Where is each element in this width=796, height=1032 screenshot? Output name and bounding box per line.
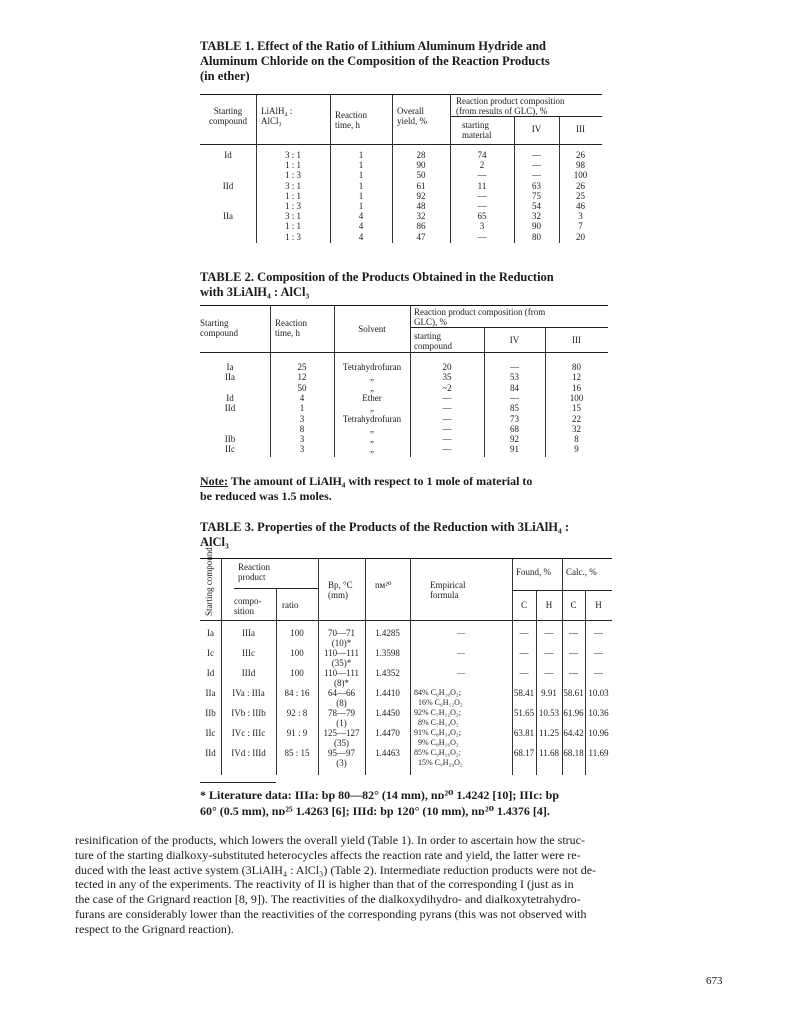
t1-starting-cell: — — [477, 201, 487, 211]
t3-formula-cell: 84% C₆H₁₀O₂; 16% C₆H₁₂O₂ — [414, 688, 463, 707]
t1-ratio-cell: 3 : 1 — [284, 180, 301, 191]
t2-solvent-cell: Tetrahydrofuran — [342, 362, 402, 372]
t1-iv-cell: 75 — [532, 190, 541, 201]
t2-starting-cell: — — [442, 423, 452, 434]
t1-starting-cell: — — [477, 190, 487, 201]
t3-composition-cell: IIIa — [242, 628, 255, 638]
t3-found-c-cell: — — [519, 648, 529, 658]
t1-time-cell: 4 — [358, 231, 364, 242]
t3-calc-h-cell: — — [594, 648, 603, 658]
t3-found-c-cell: 58.41 — [513, 688, 535, 698]
t3-header-formula: Empirical formula — [430, 580, 466, 600]
t2-starting-cell: 20 — [442, 362, 452, 372]
t2-solvent-cell: „ — [370, 382, 374, 393]
t1-header-starting: starting material — [462, 120, 492, 140]
t3-header-compound: Starting compound — [204, 547, 214, 616]
t1-yield-cell: 48 — [416, 201, 426, 211]
t2-iii-cell: 15 — [572, 403, 581, 414]
t3-bp-cell: 110—111 (8)* — [324, 668, 359, 688]
t2-starting-cell: — — [442, 403, 452, 414]
t1-time-cell: 1 — [358, 190, 364, 201]
t2-solvent-cell: „ — [370, 444, 374, 455]
t1-header-yield: Overall yield, % — [397, 106, 427, 126]
t3-bp-cell: 125—127 (35) — [323, 728, 360, 748]
t2-compound-cell: Ia — [226, 362, 234, 372]
t3-compound-cell: Id — [206, 668, 215, 678]
t2-header-group: Reaction product composition (from GLC), % — [414, 307, 546, 327]
t1-starting-cell: 11 — [477, 180, 487, 191]
t1-iv-cell: — — [532, 170, 541, 181]
t2-starting-cell: — — [442, 392, 452, 403]
page-number: 673 — [706, 975, 723, 987]
t1-compound-cell: IIa — [223, 211, 233, 222]
t1-compound-cell: IId — [222, 180, 234, 191]
t3-nd-cell: 1.4463 — [375, 748, 400, 758]
t1-time-cell: 4 — [358, 221, 364, 232]
body-paragraph: resinification of the products, which lowers the overall yield (Table 1). In order to ascertain how the struc- ture of the starting dialkoxy-substituted heterocycles affects the reaction rate and yield, the latter were re- duced with the least active system (3LiAlH₄ : AlCl₃) (Table 2). Intermediate reduction products were not de- tected in any of the experiments. The reactivity of II is higher than that of the corresponding I (just as in the case of the Grignard reaction [8, 9]). The reactivities of the dialkoxydihydro- and dialkoxytetrahydro- furans are considerably lower than the reactivities of the corresponding pyrans (this was not observed with respect to the Grignard reaction). — [75, 833, 597, 936]
t3-header-found: Found, % — [516, 567, 552, 577]
t3-header-calc-c: C — [570, 600, 577, 610]
t1-header-compound: Starting compound — [209, 106, 247, 126]
t2-solvent-cell: „ — [370, 403, 374, 414]
t2-time-cell: 1 — [299, 403, 305, 414]
t3-nd-cell: 1.4470 — [375, 728, 400, 738]
t3-composition-cell: IVa : IIIa — [232, 688, 265, 698]
table2-caption: TABLE 2. Composition of the Products Obtained in the Reduction with 3LiAlH₄ : AlCl₃ — [200, 270, 554, 299]
t2-starting-cell: ~2 — [442, 382, 452, 393]
t3-ratio-cell: 100 — [290, 628, 304, 638]
t1-header-time: Reaction time, h — [335, 110, 367, 130]
t1-yield-cell: 90 — [416, 160, 426, 171]
t3-found-h-cell: 9.91 — [541, 688, 557, 698]
t2-solvent-cell: „ — [370, 434, 374, 445]
t2-iii-cell: 9 — [574, 444, 579, 455]
t1-starting-cell: 2 — [479, 160, 485, 171]
t1-iv-cell: — — [532, 160, 541, 171]
t2-solvent-cell: Ether — [362, 392, 382, 403]
t1-iii-cell: 100 — [573, 170, 588, 181]
t1-ratio-cell: 1 : 3 — [284, 231, 301, 242]
t2-starting-cell: — — [442, 444, 452, 455]
t3-found-h-cell: 11.25 — [539, 728, 559, 738]
t1-time-cell: 4 — [358, 211, 364, 222]
t3-calc-h-cell: 10.96 — [588, 728, 609, 738]
t2-iii-cell: 80 — [572, 362, 581, 372]
t2-time-cell: 3 — [299, 434, 305, 445]
t3-calc-c-cell: 64.42 — [563, 728, 584, 738]
t1-time-cell: 1 — [358, 180, 364, 191]
t2-time-cell: 50 — [297, 382, 307, 393]
t2-header-iv: IV — [509, 335, 520, 345]
t2-solvent-cell: Tetrahydrofuran — [342, 413, 402, 424]
t2-iii-cell: 22 — [572, 413, 581, 424]
t2-iv-cell: — — [510, 362, 519, 372]
table3-footnote: * Literature data: IIIa: bp 80—82° (14 mm), nᴅ²⁰ 1.4242 [10]; IIIc: bp 60° (0.5 mm), nᴅ²⁵ 1.4263 [6]; IIId: bp 120° (10 mm), nᴅ²⁰ 1.4376 [4]. — [200, 788, 560, 818]
t2-solvent-cell: „ — [370, 372, 374, 383]
t1-ratio-cell: 1 : 1 — [284, 190, 301, 201]
t3-nd-cell: 1.4450 — [375, 708, 400, 718]
t2-compound-cell: Id — [226, 392, 234, 403]
t1-yield-cell: 92 — [416, 190, 426, 201]
t3-found-h-cell: 10.53 — [538, 708, 560, 718]
t3-nd-cell: 1.3598 — [375, 648, 400, 658]
t3-header-composition: compo- sition — [234, 596, 262, 616]
t3-compound-cell: IIc — [205, 728, 216, 738]
table2-note: Note: The amount of LiAlH₄ with respect to 1 mole of material to be reduced was 1.5 moles. — [200, 474, 533, 503]
t2-compound-cell: IIa — [225, 372, 235, 383]
t3-found-h-cell: — — [544, 668, 554, 678]
t3-calc-c-cell: 58.61 — [563, 688, 584, 698]
t3-calc-c-cell: — — [569, 668, 578, 678]
t3-calc-c-cell: 68.18 — [563, 748, 584, 758]
t3-header-calc: Calc., % — [566, 567, 597, 577]
t2-header-starting: starting compound — [414, 331, 452, 351]
t2-starting-cell: — — [442, 413, 452, 424]
t2-iv-cell: 92 — [510, 434, 519, 445]
t3-ratio-cell: 92 : 8 — [286, 708, 308, 718]
t3-header-ratio: ratio — [282, 600, 299, 610]
t3-found-h-cell: — — [544, 648, 554, 658]
t3-composition-cell: IVd : IIId — [231, 748, 266, 758]
t2-header-time: Reaction time, h — [275, 318, 307, 338]
t2-iv-cell: 91 — [510, 444, 519, 455]
t2-compound-cell: IIb — [224, 434, 236, 445]
t3-calc-h-cell: — — [594, 628, 603, 638]
t2-time-cell: 3 — [299, 444, 305, 455]
t3-calc-h-cell: — — [594, 668, 603, 678]
t3-ratio-cell: 100 — [290, 668, 304, 678]
t3-composition-cell: IIIc — [242, 648, 255, 658]
t1-starting-cell: — — [477, 231, 487, 242]
t3-bp-cell: 78—79 (1) — [328, 708, 355, 728]
t3-compound-cell: Ic — [207, 648, 214, 658]
t2-starting-cell: — — [442, 434, 452, 445]
t3-nd-cell: 1.4285 — [375, 628, 400, 638]
t3-header-bp: Bp, °C (mm) — [328, 580, 353, 600]
t3-calc-h-cell: 11.69 — [588, 748, 609, 758]
t1-iii-cell: 3 — [578, 211, 583, 222]
t2-iii-cell: 32 — [572, 423, 581, 434]
t3-ratio-cell: 85 : 15 — [284, 748, 310, 758]
t3-composition-cell: IVb : IIIb — [231, 708, 266, 718]
table3-caption: TABLE 3. Properties of the Products of the Reduction with 3LiAlH₄ : AlCl₃ — [200, 520, 570, 549]
t3-bp-cell: 64—66 (8) — [328, 688, 355, 708]
t2-time-cell: 12 — [297, 372, 307, 383]
t2-iii-cell: 8 — [574, 434, 579, 445]
t1-starting-cell: 3 — [479, 221, 485, 232]
t1-iii-cell: 20 — [576, 231, 585, 242]
t2-iv-cell: — — [510, 392, 519, 403]
t3-nd-cell: 1.4352 — [375, 668, 400, 678]
t2-iv-cell: 73 — [510, 413, 519, 424]
t3-header-found-c: C — [520, 600, 527, 610]
t3-bp-cell: 70—71 (10)* — [328, 628, 355, 648]
t2-iii-cell: 16 — [572, 382, 581, 393]
t1-header-ratio: LiAlH₄ : AlCl₃ — [261, 106, 293, 126]
t3-formula-cell: 91% C₈H₁₄O₂; 9% C₈H₁₆O₂ — [414, 728, 461, 747]
t3-header-nd: nᴍ²⁰ — [375, 580, 392, 590]
t3-composition-cell: IIId — [241, 668, 256, 678]
t1-ratio-cell: 1 : 1 — [284, 221, 301, 232]
t3-found-c-cell: 63.81 — [513, 728, 535, 738]
t2-compound-cell: IIc — [225, 444, 235, 455]
t3-found-h-cell: — — [544, 628, 554, 638]
t2-header-solvent: Solvent — [358, 324, 386, 334]
t1-ratio-cell: 1 : 1 — [284, 160, 301, 171]
t1-header-group: Reaction product composition (from results of GLC), % — [456, 96, 565, 116]
t1-yield-cell: 50 — [416, 170, 426, 181]
t1-iv-cell: — — [532, 150, 541, 160]
t1-iv-cell: 54 — [532, 201, 541, 211]
t1-time-cell: 1 — [358, 170, 364, 181]
t2-header-compound: Starting compound — [200, 318, 238, 338]
t1-header-iii: III — [576, 124, 585, 134]
t1-iv-cell: 90 — [532, 221, 541, 232]
t1-starting-cell: — — [477, 170, 487, 181]
t2-time-cell: 3 — [299, 413, 305, 424]
t3-compound-cell: IId — [205, 748, 216, 758]
t1-iii-cell: 98 — [576, 160, 585, 171]
t1-iv-cell: 32 — [532, 211, 541, 222]
t1-yield-cell: 28 — [416, 150, 426, 160]
t1-iv-cell: 80 — [532, 231, 541, 242]
t3-header-calc-h: H — [595, 600, 602, 610]
t2-iv-cell: 84 — [510, 382, 519, 393]
t3-found-c-cell: 68.17 — [513, 748, 535, 758]
t3-header-found-h: H — [545, 600, 553, 610]
t3-found-c-cell: — — [519, 668, 529, 678]
note-label: Note: — [200, 474, 228, 488]
t1-iv-cell: 63 — [532, 180, 541, 191]
t1-ratio-cell: 1 : 3 — [284, 201, 301, 211]
t1-time-cell: 1 — [358, 150, 364, 160]
t3-found-c-cell: — — [519, 628, 529, 638]
t3-formula-cell: — — [457, 648, 465, 657]
t3-ratio-cell: 100 — [290, 648, 304, 658]
t3-nd-cell: 1.4410 — [375, 688, 400, 698]
t2-time-cell: 25 — [297, 362, 307, 372]
t3-formula-cell: — — [457, 628, 465, 637]
t3-ratio-cell: 91 : 9 — [286, 728, 308, 738]
t3-found-h-cell: 11.68 — [539, 748, 559, 758]
t1-iii-cell: 25 — [576, 190, 585, 201]
t1-ratio-cell: 3 : 1 — [284, 211, 301, 222]
t3-bp-cell: 95—97 (3) — [328, 748, 355, 768]
t2-compound-cell: IId — [224, 403, 236, 414]
t1-time-cell: 1 — [358, 201, 364, 211]
t3-compound-cell: Ia — [207, 628, 214, 638]
t1-compound-cell: Id — [224, 150, 232, 160]
t3-calc-c-cell: 61.96 — [563, 708, 584, 718]
t2-iv-cell: 85 — [510, 403, 519, 414]
t2-iii-cell: 12 — [572, 372, 581, 383]
t1-header-iv: IV — [531, 124, 542, 134]
t3-formula-cell: 85% C₉H₁₆O₂; 15% C₉H₂₀O₂ — [414, 748, 463, 767]
t3-calc-h-cell: 10.36 — [588, 708, 609, 718]
t1-yield-cell: 47 — [416, 231, 426, 242]
t2-time-cell: 4 — [299, 392, 305, 403]
t1-yield-cell: 32 — [416, 211, 426, 222]
t1-iii-cell: 7 — [578, 221, 583, 232]
t1-yield-cell: 61 — [416, 180, 426, 191]
t3-compound-cell: IIb — [205, 708, 216, 718]
t1-starting-cell: 65 — [477, 211, 487, 222]
t3-formula-cell: — — [457, 668, 465, 677]
t1-ratio-cell: 3 : 1 — [284, 150, 301, 160]
t2-header-iii: III — [572, 335, 581, 345]
t3-formula-cell: 92% C₇H₁₂O₂; 8% C₇H₁₄O₂ — [414, 708, 461, 727]
t3-calc-h-cell: 10.03 — [588, 688, 609, 698]
t1-iii-cell: 26 — [576, 150, 585, 160]
t2-solvent-cell: „ — [370, 423, 374, 434]
t2-iv-cell: 53 — [510, 372, 519, 383]
t3-compound-cell: IIa — [205, 688, 216, 698]
t3-bp-cell: 110—111 (35)* — [324, 648, 359, 668]
t1-time-cell: 1 — [358, 160, 364, 171]
t1-iii-cell: 46 — [576, 201, 585, 211]
t1-ratio-cell: 1 : 3 — [284, 170, 301, 181]
t3-calc-c-cell: — — [569, 648, 578, 658]
t3-calc-c-cell: — — [569, 628, 578, 638]
t2-time-cell: 8 — [299, 423, 305, 434]
t3-found-c-cell: 51.65 — [513, 708, 535, 718]
t1-starting-cell: 74 — [477, 150, 487, 160]
t3-header-product: Reaction product — [238, 562, 270, 582]
t3-ratio-cell: 84 : 16 — [284, 688, 310, 698]
t3-composition-cell: IVc : IIIc — [231, 728, 266, 738]
t2-starting-cell: 35 — [442, 372, 452, 383]
t2-iii-cell: 100 — [569, 392, 584, 403]
t2-iv-cell: 68 — [510, 423, 519, 434]
t1-yield-cell: 86 — [416, 221, 426, 232]
t1-iii-cell: 26 — [576, 180, 585, 191]
table1-caption: TABLE 1. Effect of the Ratio of Lithium Aluminum Hydride and Aluminum Chloride on the Composition of the Reaction Products (in ether) — [200, 39, 550, 83]
